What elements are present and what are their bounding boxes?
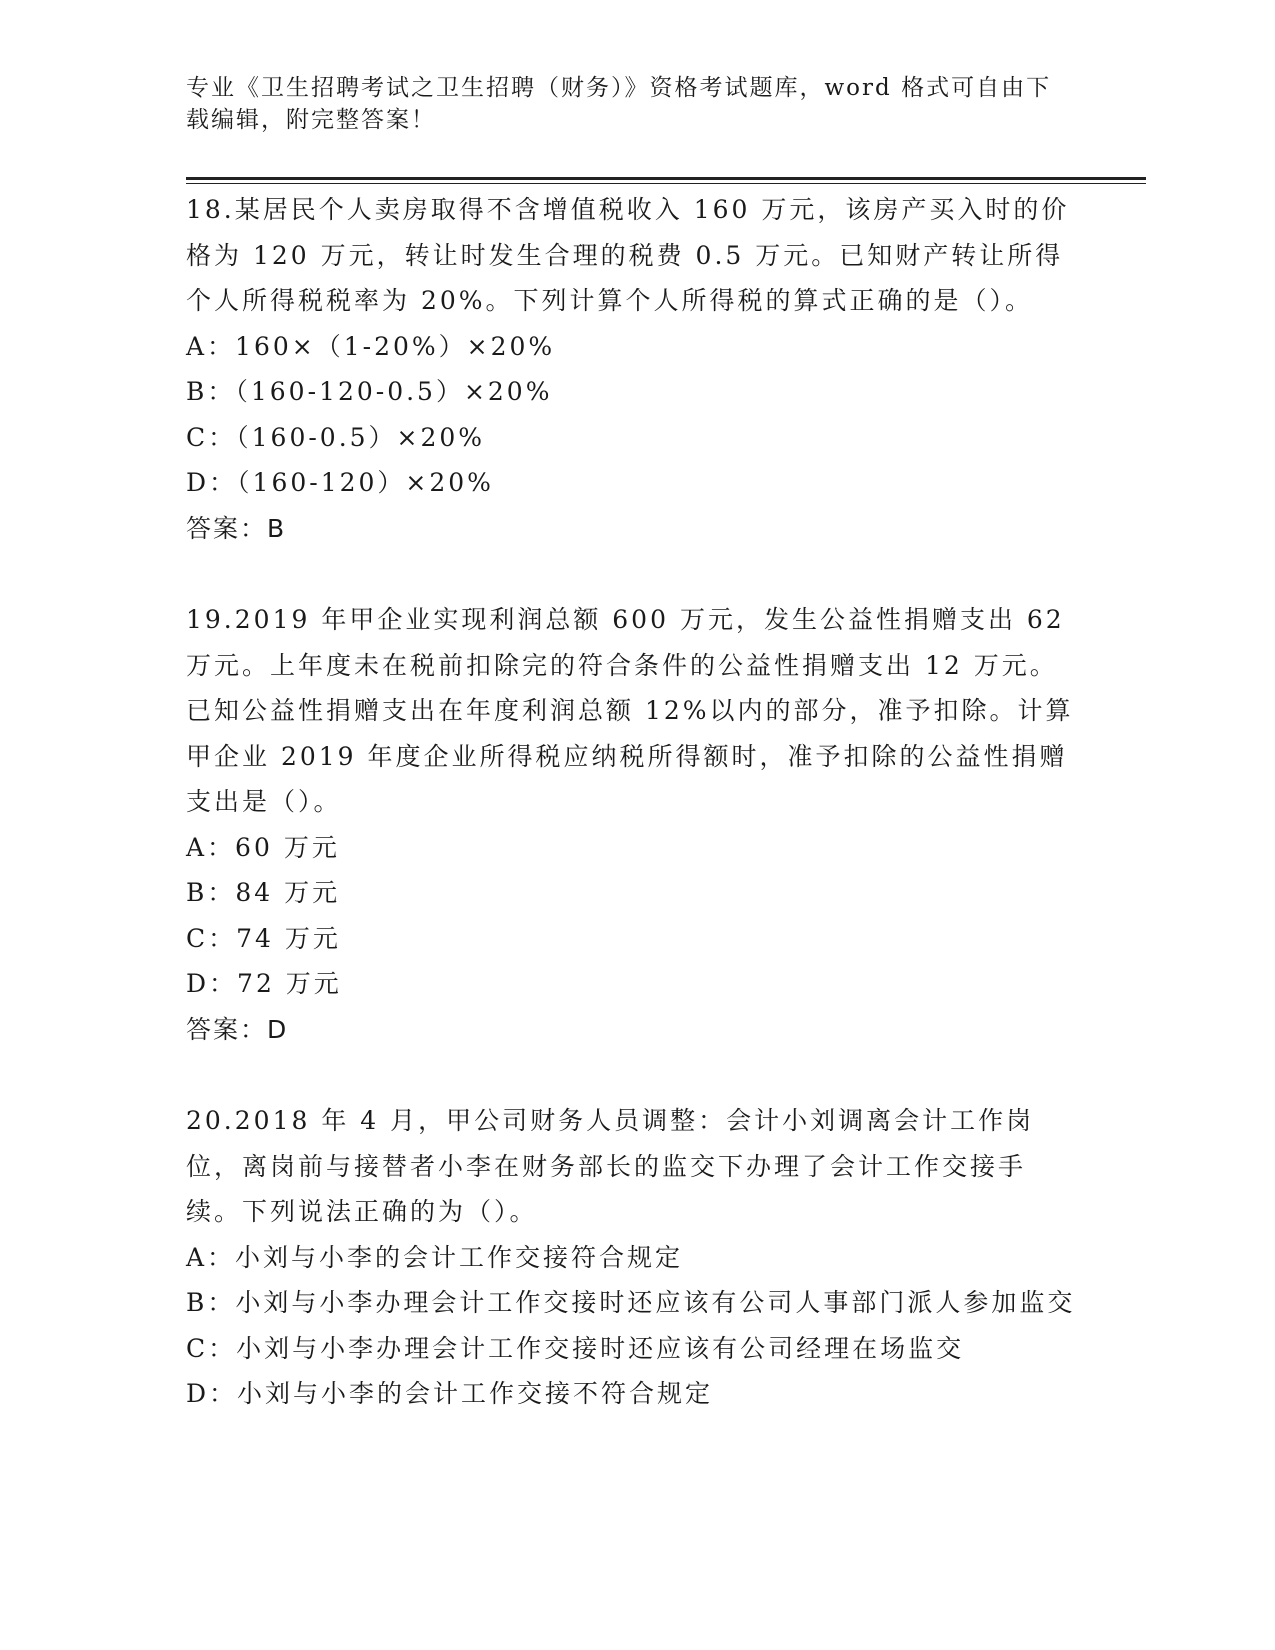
header-divider-thin (186, 183, 1146, 184)
option-d: D：小刘与小李的会计工作交接不符合规定 (186, 1379, 714, 1408)
option-c: C：（160-0.5）×20% (186, 422, 486, 452)
option-c: C：74 万元 (186, 923, 341, 953)
question-20 (186, 1098, 1076, 1417)
answer-label: 答案：B (186, 513, 287, 543)
question-18 (186, 187, 1076, 551)
option-a: A：小刘与小李的会计工作交接符合规定 (186, 1242, 684, 1272)
option-a: A：160×（1-20%）×20% (186, 331, 556, 361)
answer-label: 答案：D (186, 1014, 289, 1044)
document-header (186, 72, 1066, 136)
question-stem: 19.2019 年甲企业实现利润总额 600 万元，发生公益性捐赠支出 62 万元。上年度未在税前扣除完的符合条件的公益性捐赠支出 12 万元。已知公益性捐赠支出在年度利润总额 12%以内的部分，准予扣除。计算甲企业 2019 年度企业所得税应纳税所得额时，准予扣除的公益性捐赠支出是（）。 (186, 605, 1074, 816)
document-title: 专业《卫生招聘考试之卫生招聘（财务）》资格考试题库，word 格式可自由下载编辑，附完整答案！ (186, 75, 1052, 133)
question-stem: 18.某居民个人卖房取得不含增值税收入 160 万元，该房产买入时的价格为 120 万元，转让时发生合理的税费 0.5 万元。已知财产转让所得个人所得税税率为 20%。下列计算个人所得税的算式正确的是（）。 (186, 195, 1070, 315)
option-b: B：小刘与小李办理会计工作交接时还应该有公司人事部门派人参加监交 (186, 1288, 1076, 1317)
question-19 (186, 597, 1076, 1052)
question-stem: 20.2018 年 4 月，甲公司财务人员调整：会计小刘调离会计工作岗位，离岗前与接替者小李在财务部长的监交下办理了会计工作交接手续。下列说法正确的为（）。 (186, 1106, 1035, 1226)
header-divider-thick (186, 177, 1146, 180)
option-c: C：小刘与小李办理会计工作交接时还应该有公司经理在场监交 (186, 1333, 965, 1363)
option-b: B：84 万元 (186, 878, 341, 907)
option-a: A：60 万元 (186, 832, 340, 862)
option-b: B：（160-120-0.5）×20% (186, 377, 553, 406)
option-d: D：72 万元 (186, 969, 342, 998)
option-d: D：（160-120）×20% (186, 468, 494, 497)
